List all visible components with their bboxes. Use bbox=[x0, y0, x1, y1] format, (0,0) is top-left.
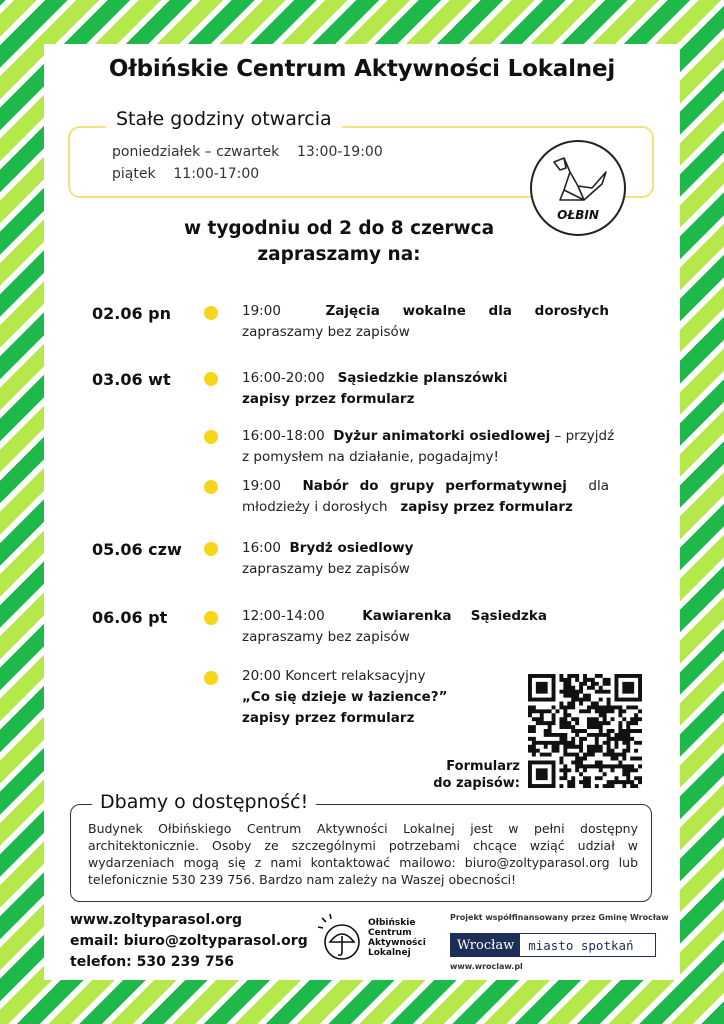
accessibility-text: Budynek Ołbińskiego Centrum Aktywności Lokalnej jest w pełni dostępny architektonicznie. Osoby ze szczególnymi potrzebami chcące wziąć udział w wydarzeniach mogą się z nami kontaktować mailowo: biuro@zoltyparasol.org lub telefonicznie 530 239 756. Bardzo nam zależy na Waszej obecności! bbox=[88, 821, 638, 887]
event-date: 06.06 pt bbox=[92, 608, 168, 627]
wroclaw-url[interactable]: www.wroclaw.pl bbox=[450, 962, 523, 971]
event-name: Dyżur animatorki osiedlowej bbox=[333, 428, 551, 444]
event-note: zapisy przez formularz bbox=[242, 710, 415, 726]
event-note: zapraszamy bez zapisów bbox=[242, 629, 410, 645]
event-line: 19:00 Zajęcia wokalne dla dorosłych bbox=[242, 303, 609, 319]
bullet-dot bbox=[204, 430, 218, 444]
event-note: zapraszamy bez zapisów bbox=[242, 561, 410, 577]
event-name: Nabór do grupy performatywnej bbox=[302, 478, 567, 494]
qr-code[interactable] bbox=[528, 674, 642, 788]
ocal-logo bbox=[316, 912, 436, 968]
ocal-logo-text: Ołbińskie Centrum Aktywności Lokalnej bbox=[368, 918, 426, 958]
bullet-dot bbox=[204, 372, 218, 386]
event-date: 03.06 wt bbox=[92, 370, 171, 389]
bullet-dot bbox=[204, 306, 218, 320]
bullet-dot bbox=[204, 542, 218, 556]
event-name: Zajęcia wokalne dla dorosłych bbox=[325, 303, 609, 319]
hours-time: 11:00-17:00 bbox=[173, 166, 260, 182]
event-note: zapisy przez formularz bbox=[242, 391, 415, 407]
bullet-dot bbox=[204, 611, 218, 625]
hours-time: 13:00-19:00 bbox=[297, 144, 383, 160]
hours-row bbox=[112, 166, 259, 182]
event-date: 05.06 czw bbox=[92, 540, 182, 559]
event-name: Brydż osiedlowy bbox=[289, 540, 414, 556]
event-line: 16:00-18:00 Dyżur animatorki osiedlowej – przyjdź bbox=[242, 428, 615, 444]
hours-title: Stałe godziny otwarcia bbox=[106, 108, 342, 130]
contact-phone: telefon: 530 239 756 bbox=[70, 954, 235, 970]
poster bbox=[44, 44, 680, 980]
event-line: 12:00-14:00 Kawiarenka Sąsiedzka bbox=[242, 608, 547, 624]
contact-website[interactable]: www.zoltyparasol.org bbox=[70, 912, 243, 928]
umbrella-icon bbox=[316, 912, 366, 968]
event-line: 16:00 Brydż osiedlowy bbox=[242, 540, 414, 556]
week-heading: w tygodniu od 2 do 8 czerwca bbox=[183, 218, 495, 239]
event-date: 02.06 pn bbox=[92, 304, 172, 323]
event-name: Kawiarenka Sąsiedzka bbox=[362, 608, 547, 624]
hours-days: poniedziałek – czwartek bbox=[112, 144, 280, 160]
event-line: 19:00 Nabór do grupy performatywnej dla bbox=[242, 478, 609, 494]
event-name: Sąsiedzkie planszówki bbox=[337, 370, 508, 386]
event-note: z pomysłem na działanie, pogadajmy! bbox=[242, 449, 499, 465]
page-title: Ołbińskie Centrum Aktywności Lokalnej bbox=[108, 56, 616, 82]
qr-code-icon bbox=[528, 674, 642, 788]
wroclaw-slogan: miasto spotkań bbox=[528, 937, 634, 953]
week-subheading: zapraszamy na: bbox=[257, 244, 421, 265]
bullet-dot bbox=[204, 671, 218, 685]
bullet-dot bbox=[204, 480, 218, 494]
event-note: zapraszamy bez zapisów bbox=[242, 324, 410, 340]
form-label: Formularz do zapisów: bbox=[433, 759, 520, 791]
event-name: „Co się dzieje w łazience?” bbox=[242, 689, 448, 705]
hours-row bbox=[112, 144, 383, 160]
sponsor-text: Projekt współfinansowany przez Gminę Wrocław bbox=[450, 913, 669, 922]
hours-days: piątek bbox=[112, 166, 156, 182]
wroclaw-brand: Wrocław bbox=[451, 934, 520, 956]
accessibility-title: Dbamy o dostępność! bbox=[92, 791, 316, 813]
wroclaw-logo bbox=[450, 933, 656, 957]
event-line: 16:00-20:00 Sąsiedzkie planszówki bbox=[242, 370, 508, 386]
contact-email[interactable]: email: biuro@zoltyparasol.org bbox=[70, 933, 308, 949]
olbin-logo-text: OŁBIN bbox=[557, 208, 599, 222]
event-line: 20:00 Koncert relaksacyjny bbox=[242, 668, 426, 684]
event-note: młodzieży i dorosłych zapisy przez formularz bbox=[242, 499, 573, 515]
